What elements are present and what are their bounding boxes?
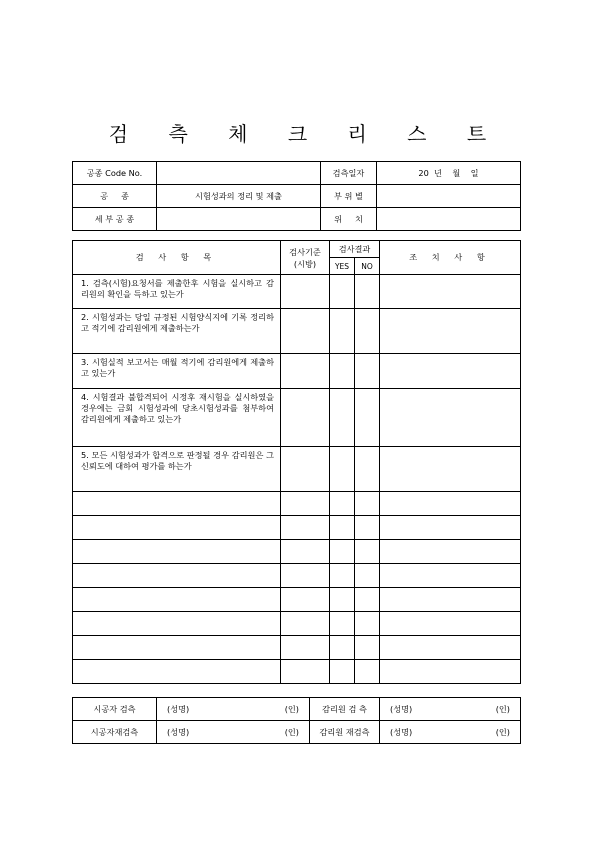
yes-cell[interactable] [330, 275, 355, 309]
yes-cell[interactable] [330, 660, 355, 684]
check-item[interactable] [73, 540, 281, 564]
criteria-cell[interactable] [281, 275, 330, 309]
name-label: (성명) [390, 726, 413, 737]
code-label: 공종 Code No. [73, 162, 157, 185]
col-item-header: 검 사 항 목 [73, 241, 281, 275]
seal-label: (인) [495, 703, 510, 714]
action-cell[interactable] [380, 447, 521, 492]
table-row [73, 447, 521, 492]
criteria-cell[interactable] [281, 516, 330, 540]
checklist-table [72, 240, 521, 684]
col-no-header: NO [355, 258, 380, 275]
check-item[interactable] [73, 516, 281, 540]
yes-cell[interactable] [330, 588, 355, 612]
site-value[interactable] [377, 185, 521, 208]
signature-table [72, 697, 521, 744]
no-cell[interactable] [355, 354, 380, 389]
criteria-cell[interactable] [281, 447, 330, 492]
check-item[interactable] [73, 660, 281, 684]
action-cell[interactable] [380, 492, 521, 516]
action-cell[interactable] [380, 612, 521, 636]
work-label: 공 종 [73, 185, 157, 208]
supervisor-inspection-sign[interactable] [380, 698, 521, 721]
col-yes-header: YES [330, 258, 355, 275]
col-criteria-line1: 검사기준 [289, 246, 321, 257]
no-cell[interactable] [355, 564, 380, 588]
header-info-table [72, 161, 521, 231]
action-cell[interactable] [380, 354, 521, 389]
action-cell[interactable] [380, 636, 521, 660]
yes-cell[interactable] [330, 540, 355, 564]
table-row [73, 540, 521, 564]
table-row [73, 309, 521, 354]
table-row [73, 389, 521, 447]
detail-value[interactable] [157, 208, 321, 231]
work-value[interactable]: 시험성과의 정리 및 제출 [157, 185, 321, 208]
col-result-header: 검사결과 [330, 241, 380, 258]
yes-cell[interactable] [330, 564, 355, 588]
criteria-cell[interactable] [281, 636, 330, 660]
table-row [73, 275, 521, 309]
detail-label: 세 부 공 종 [73, 208, 157, 231]
check-item: 1. 검측(시험)요청서를 제출한후 시험을 실시하고 감리원의 확인을 득하고 있는가 [73, 275, 281, 309]
no-cell[interactable] [355, 612, 380, 636]
date-value[interactable]: 20 년 월 일 [377, 162, 521, 185]
criteria-cell[interactable] [281, 354, 330, 389]
contractor-reinspection-label: 시공자재검측 [73, 721, 157, 744]
criteria-cell[interactable] [281, 540, 330, 564]
check-item: 4. 시험결과 불합격되어 시정후 재시험을 실시하였을 경우에는 금회 시험성과에 당초시험성과를 첨부하여 감리원에게 제출하고 있는가 [73, 389, 281, 447]
page-title: 검 측 체 크 리 스 트 [108, 122, 504, 146]
contractor-inspection-sign[interactable] [157, 698, 310, 721]
table-row [73, 564, 521, 588]
name-label: (성명) [390, 703, 413, 714]
seal-label: (인) [495, 726, 510, 737]
no-cell[interactable] [355, 389, 380, 447]
criteria-cell[interactable] [281, 389, 330, 447]
action-cell[interactable] [380, 309, 521, 354]
table-row [73, 492, 521, 516]
action-cell[interactable] [380, 275, 521, 309]
no-cell[interactable] [355, 447, 380, 492]
action-cell[interactable] [380, 564, 521, 588]
location-label: 위 치 [321, 208, 377, 231]
contractor-reinspection-sign[interactable] [157, 721, 310, 744]
check-item[interactable] [73, 564, 281, 588]
yes-cell[interactable] [330, 389, 355, 447]
action-cell[interactable] [380, 660, 521, 684]
table-row [73, 612, 521, 636]
check-item[interactable] [73, 492, 281, 516]
check-item[interactable] [73, 612, 281, 636]
col-criteria-header [281, 241, 330, 275]
code-value[interactable] [157, 162, 321, 185]
contractor-inspection-label: 시공자 검측 [73, 698, 157, 721]
no-cell[interactable] [355, 660, 380, 684]
no-cell[interactable] [355, 588, 380, 612]
supervisor-reinspection-sign[interactable] [380, 721, 521, 744]
date-label: 검측일자 [321, 162, 377, 185]
criteria-cell[interactable] [281, 660, 330, 684]
criteria-cell[interactable] [281, 612, 330, 636]
yes-cell[interactable] [330, 516, 355, 540]
yes-cell[interactable] [330, 492, 355, 516]
check-item[interactable] [73, 588, 281, 612]
col-criteria-line2: (시방) [293, 258, 317, 269]
yes-cell[interactable] [330, 447, 355, 492]
no-cell[interactable] [355, 492, 380, 516]
table-row [73, 660, 521, 684]
criteria-cell[interactable] [281, 588, 330, 612]
check-item: 2. 시험성과는 당일 규정된 시험양식지에 기록 정리하고 적기에 감리원에게 제출하는가 [73, 309, 281, 354]
supervisor-reinspection-label: 감리원 재검측 [310, 721, 380, 744]
check-item[interactable] [73, 636, 281, 660]
action-cell[interactable] [380, 516, 521, 540]
yes-cell[interactable] [330, 309, 355, 354]
action-cell[interactable] [380, 389, 521, 447]
no-cell[interactable] [355, 636, 380, 660]
criteria-cell[interactable] [281, 309, 330, 354]
criteria-cell[interactable] [281, 492, 330, 516]
no-cell[interactable] [355, 275, 380, 309]
no-cell[interactable] [355, 540, 380, 564]
no-cell[interactable] [355, 309, 380, 354]
seal-label: (인) [284, 726, 299, 737]
yes-cell[interactable] [330, 636, 355, 660]
table-row [73, 588, 521, 612]
yes-cell[interactable] [330, 354, 355, 389]
table-row [73, 636, 521, 660]
check-item: 3. 시험실적 보고서는 매월 적기에 감리원에게 제출하고 있는가 [73, 354, 281, 389]
action-cell[interactable] [380, 588, 521, 612]
no-cell[interactable] [355, 516, 380, 540]
location-value[interactable] [377, 208, 521, 231]
name-label: (성명) [167, 703, 190, 714]
seal-label: (인) [284, 703, 299, 714]
yes-cell[interactable] [330, 612, 355, 636]
criteria-cell[interactable] [281, 564, 330, 588]
table-row [73, 516, 521, 540]
table-row [73, 354, 521, 389]
supervisor-inspection-label: 감리원 검 측 [310, 698, 380, 721]
name-label: (성명) [167, 726, 190, 737]
col-action-header: 조 치 사 항 [380, 241, 521, 275]
check-item: 5. 모든 시험성과가 합격으로 판정될 경우 감리원은 그 신뢰도에 대하여 평가를 하는가 [73, 447, 281, 492]
action-cell[interactable] [380, 540, 521, 564]
site-label: 부 위 별 [321, 185, 377, 208]
